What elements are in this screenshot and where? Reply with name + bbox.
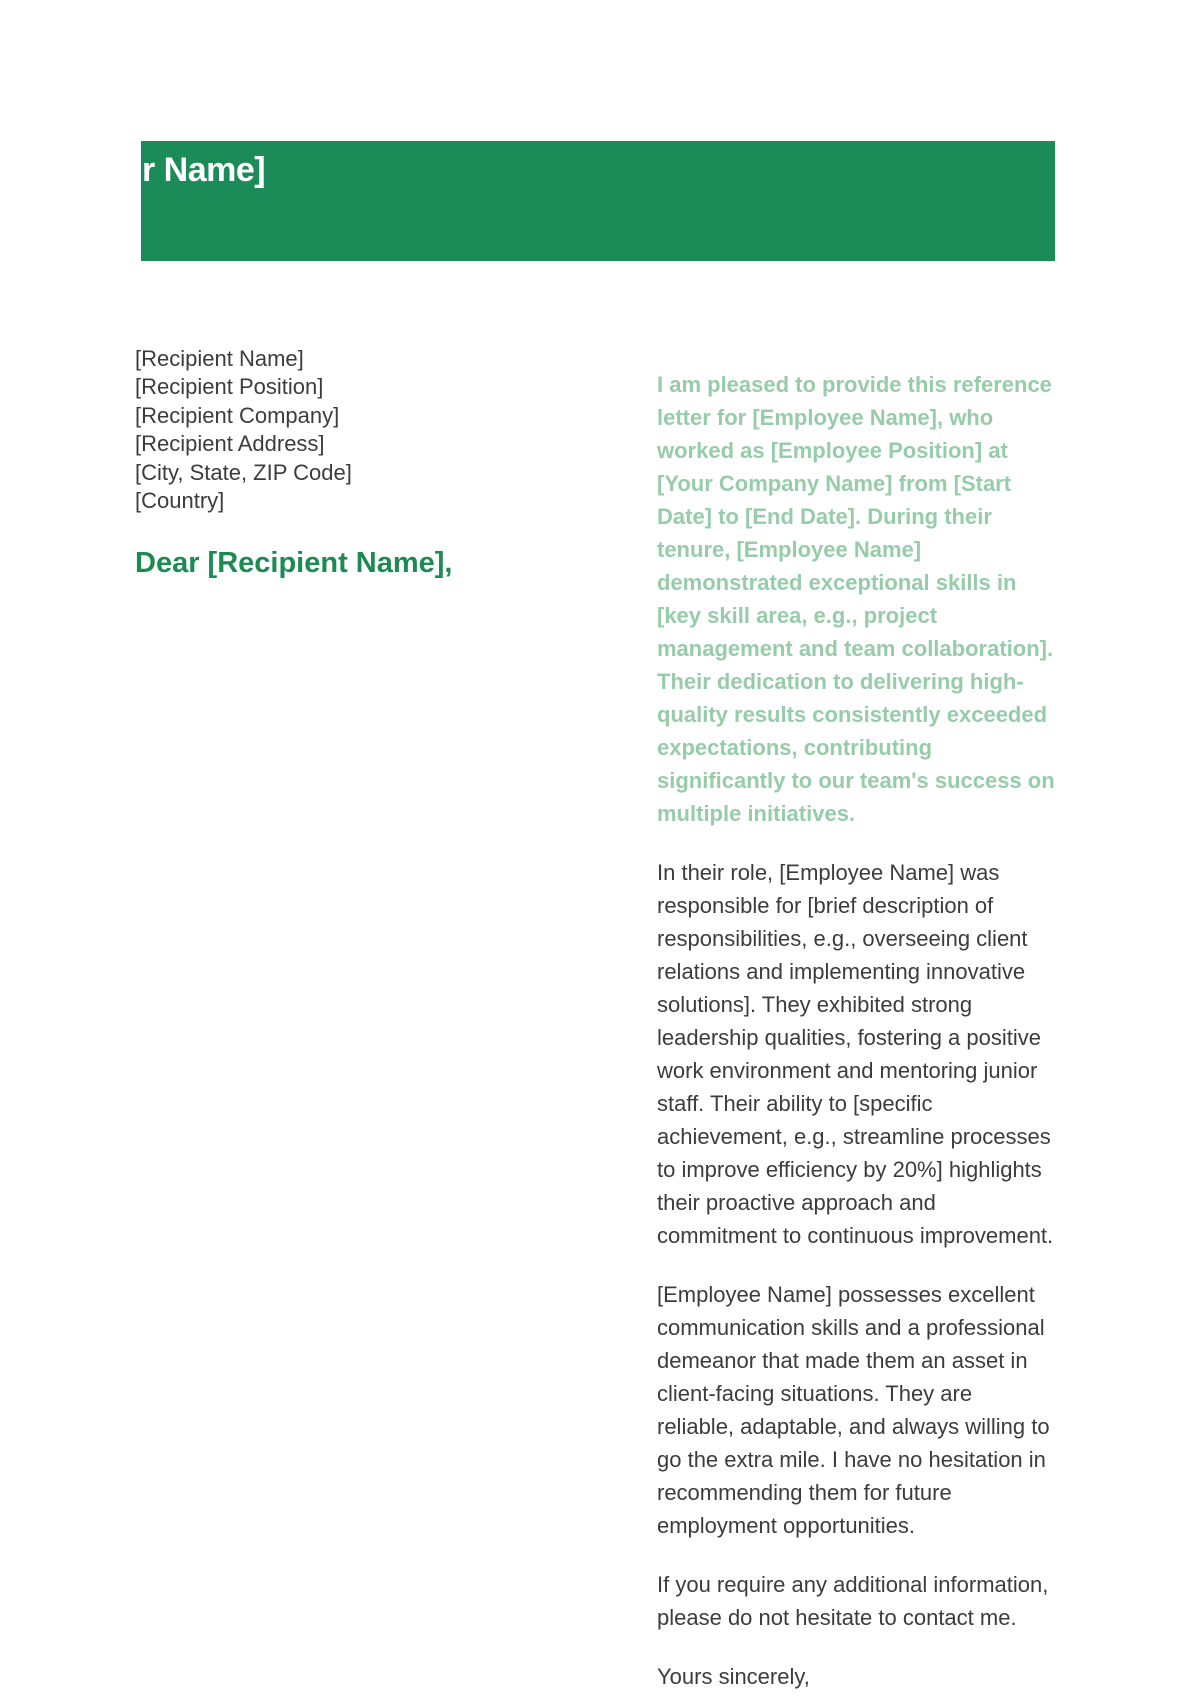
recipient-line-address: [Recipient Address]: [135, 431, 325, 457]
body-paragraph-responsibilities: In their role, [Employee Name] was responsible for [brief description of responsibilities, e.g., overseeing client relations and implementing innovative solutions]. They exhibited strong leadership qualities, fostering a positive work environment and mentoring junior staff. Their ability to [specific achievement, e.g., streamline processes to improve efficiency by 20%] highlights their proactive approach and commitment to continuous improvement.: [657, 860, 1054, 1248]
sender-name-title: r Name]: [142, 151, 266, 189]
letterhead-banner: [141, 141, 1055, 261]
salutation-heading: Dear [Recipient Name],: [135, 547, 453, 579]
recipient-line-position: [Recipient Position]: [135, 374, 324, 400]
body-paragraph-contact: If you require any additional information, please do not hesitate to contact me.: [657, 1572, 1049, 1630]
letter-body: [657, 368, 1055, 1697]
body-paragraph-skills: [Employee Name] possesses excellent communication skills and a professional demeanor that made them an asset in client-facing situations. They are reliable, adaptable, and always willing to go the extra mile. I have no hesitation in recommending them for future employment opportunities.: [657, 1282, 1050, 1538]
body-paragraph-intro: I am pleased to provide this reference letter for [Employee Name], who worked as [Employee Position] at [Your Company Name] from [Start Date] to [End Date]. During their tenure, [Employee Name] demonstrated exceptional skills in [key skill area, e.g., project management and team collaboration]. Their dedication to delivering high-quality results consistently exceeded expectations, contributing significantly to our team's success on multiple initiatives.: [657, 372, 1055, 826]
recipient-line-city: [City, State, ZIP Code]: [135, 459, 352, 485]
recipient-line-company: [Recipient Company]: [135, 402, 340, 428]
recipient-address-block: [135, 345, 565, 515]
body-closing: Yours sincerely,: [657, 1664, 810, 1689]
recipient-line-country: [Country]: [135, 488, 225, 514]
recipient-line-name: [Recipient Name]: [135, 346, 304, 371]
